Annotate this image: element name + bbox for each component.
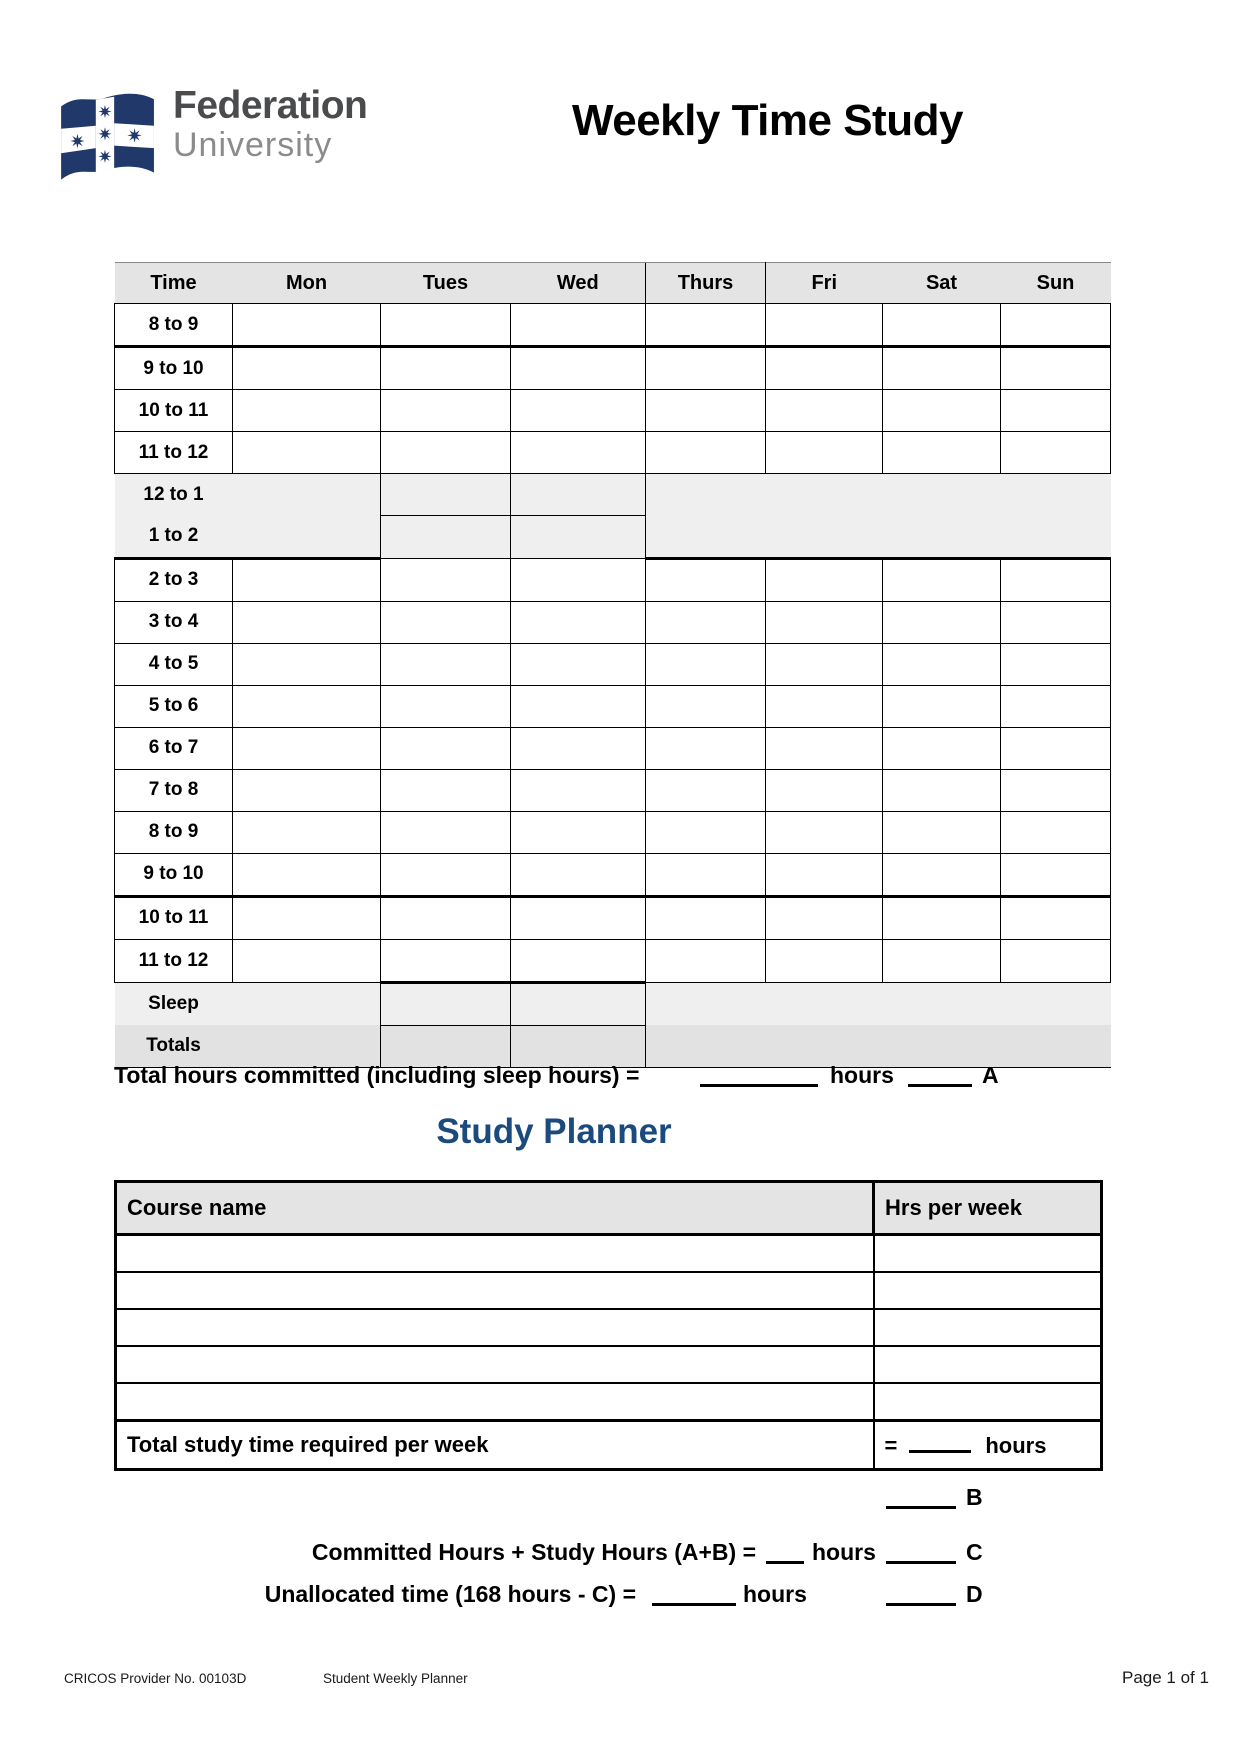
- time-row: [115, 390, 1111, 432]
- time-cell[interactable]: [381, 982, 511, 1025]
- time-cell[interactable]: [381, 432, 511, 474]
- time-row-label: Totals: [115, 1025, 233, 1067]
- time-cell[interactable]: [766, 769, 883, 811]
- time-cell[interactable]: [766, 896, 883, 939]
- footer-docname: Student Weekly Planner: [323, 1671, 468, 1686]
- marker-c: C: [966, 1539, 983, 1565]
- time-row-label: Sleep: [115, 982, 233, 1025]
- time-row-label: 9 to 10: [115, 347, 233, 390]
- time-cell[interactable]: [646, 390, 766, 432]
- time-row: [115, 685, 1111, 727]
- time-row-label: 8 to 9: [115, 811, 233, 853]
- column-header-wed: Wed: [511, 263, 646, 304]
- time-cell[interactable]: [646, 601, 766, 643]
- planner-cell-course[interactable]: [116, 1309, 874, 1346]
- time-cell[interactable]: [766, 390, 883, 432]
- commit-line: [0, 1060, 1240, 1094]
- marker-b: B: [966, 1484, 983, 1510]
- time-cell[interactable]: [766, 558, 883, 601]
- time-cell[interactable]: [511, 769, 646, 811]
- time-cell[interactable]: [1001, 685, 1111, 727]
- time-cell[interactable]: [883, 474, 1001, 516]
- time-table-header-row: [115, 263, 1111, 304]
- planner-cell-course[interactable]: [116, 1383, 874, 1421]
- planner-row: [116, 1346, 1102, 1383]
- time-cell[interactable]: [883, 643, 1001, 685]
- time-cell[interactable]: [646, 896, 766, 939]
- time-cell[interactable]: [646, 685, 766, 727]
- time-cell[interactable]: [646, 939, 766, 982]
- time-cell[interactable]: [381, 474, 511, 516]
- time-row: [115, 853, 1111, 896]
- time-cell[interactable]: [233, 601, 381, 643]
- time-cell[interactable]: [511, 939, 646, 982]
- time-cell[interactable]: [883, 939, 1001, 982]
- federation-university-logo: [55, 84, 367, 199]
- time-cell[interactable]: [233, 347, 381, 390]
- time-row-label: 10 to 11: [115, 390, 233, 432]
- time-cell[interactable]: [233, 727, 381, 769]
- time-cell[interactable]: [766, 601, 883, 643]
- time-cell[interactable]: [511, 811, 646, 853]
- time-row-label: 6 to 7: [115, 727, 233, 769]
- time-cell[interactable]: [381, 685, 511, 727]
- time-cell[interactable]: [233, 474, 381, 516]
- summary-c-line: [0, 1537, 1240, 1571]
- time-cell[interactable]: [883, 811, 1001, 853]
- planner-total-row: [116, 1421, 1102, 1470]
- time-cell[interactable]: [511, 982, 646, 1025]
- planner-row: [116, 1235, 1102, 1273]
- time-row: [115, 304, 1111, 347]
- time-row-label: 5 to 6: [115, 685, 233, 727]
- column-header-mon: Mon: [233, 263, 381, 304]
- time-row-label: 3 to 4: [115, 601, 233, 643]
- time-cell[interactable]: [883, 304, 1001, 347]
- marker-d: D: [966, 1581, 983, 1607]
- footer-page: Page 1 of 1: [1122, 1668, 1209, 1687]
- time-cell[interactable]: [381, 601, 511, 643]
- summary-d-line: [0, 1579, 1240, 1613]
- summary-d-hours-label: hours: [743, 1581, 807, 1607]
- planner-cell-hours[interactable]: [874, 1346, 1102, 1383]
- time-row: [115, 558, 1111, 601]
- time-cell[interactable]: [511, 643, 646, 685]
- time-row-label: 1 to 2: [115, 516, 233, 559]
- column-header-thurs: Thurs: [646, 263, 766, 304]
- time-cell[interactable]: [646, 769, 766, 811]
- time-row: [115, 811, 1111, 853]
- planner-col-header-hours: Hrs per week: [874, 1182, 1102, 1235]
- time-row: [115, 347, 1111, 390]
- time-table: [114, 262, 1111, 1068]
- time-row-label: 4 to 5: [115, 643, 233, 685]
- time-cell[interactable]: [233, 516, 381, 559]
- time-cell[interactable]: [766, 432, 883, 474]
- footer-cricos: CRICOS Provider No. 00103D: [64, 1671, 247, 1686]
- time-row: [115, 432, 1111, 474]
- time-row-label: 8 to 9: [115, 304, 233, 347]
- time-cell[interactable]: [233, 769, 381, 811]
- time-cell[interactable]: [233, 853, 381, 896]
- time-cell[interactable]: [511, 853, 646, 896]
- time-cell[interactable]: [646, 558, 766, 601]
- planner-total-value-cell: [874, 1421, 1102, 1470]
- time-cell[interactable]: [1001, 516, 1111, 559]
- time-cell[interactable]: [646, 347, 766, 390]
- summary-c-blank-c[interactable]: [886, 1537, 956, 1564]
- logo-line1: Federation: [173, 84, 368, 127]
- time-cell[interactable]: [883, 727, 1001, 769]
- time-cell[interactable]: [233, 432, 381, 474]
- time-cell[interactable]: [1001, 474, 1111, 516]
- time-cell[interactable]: [1001, 643, 1111, 685]
- time-cell[interactable]: [381, 896, 511, 939]
- planner-cell-hours[interactable]: [874, 1272, 1102, 1309]
- time-cell[interactable]: [1001, 939, 1111, 982]
- time-cell[interactable]: [766, 347, 883, 390]
- time-cell[interactable]: [381, 643, 511, 685]
- time-table-header: [115, 263, 1111, 304]
- time-cell[interactable]: [233, 811, 381, 853]
- planner-cell-hours[interactable]: [874, 1235, 1102, 1273]
- summary-c-label: Committed Hours + Study Hours (A+B) =: [311, 1539, 756, 1565]
- planner-cell-course[interactable]: [116, 1346, 874, 1383]
- time-cell[interactable]: [883, 347, 1001, 390]
- time-cell[interactable]: [511, 727, 646, 769]
- time-cell[interactable]: [381, 811, 511, 853]
- time-cell[interactable]: [766, 685, 883, 727]
- time-row: [115, 769, 1111, 811]
- time-cell[interactable]: [646, 853, 766, 896]
- commit-hours-label: hours: [830, 1062, 894, 1088]
- time-cell[interactable]: [511, 474, 646, 516]
- commit-blank-a[interactable]: [908, 1060, 972, 1087]
- time-cell[interactable]: [233, 982, 381, 1025]
- time-cell[interactable]: [381, 769, 511, 811]
- planner-total-blank[interactable]: [909, 1432, 971, 1453]
- summary-b-line: [0, 1482, 1240, 1516]
- time-row-label: 12 to 1: [115, 474, 233, 516]
- planner-row: [116, 1309, 1102, 1346]
- planner-cell-hours[interactable]: [874, 1383, 1102, 1421]
- time-cell[interactable]: [233, 896, 381, 939]
- time-table-body: [115, 304, 1111, 1068]
- time-cell[interactable]: [883, 896, 1001, 939]
- logo-text: [173, 84, 367, 164]
- planner-body: [116, 1235, 1102, 1421]
- time-cell[interactable]: [766, 811, 883, 853]
- time-cell[interactable]: [511, 516, 646, 559]
- time-cell[interactable]: [883, 853, 1001, 896]
- time-cell[interactable]: [1001, 390, 1111, 432]
- time-cell[interactable]: [233, 304, 381, 347]
- time-cell[interactable]: [646, 304, 766, 347]
- time-cell[interactable]: [766, 982, 883, 1025]
- planner-row: [116, 1272, 1102, 1309]
- time-cell[interactable]: [766, 727, 883, 769]
- time-cell[interactable]: [381, 516, 511, 559]
- time-row: [115, 474, 1111, 516]
- time-cell[interactable]: [883, 601, 1001, 643]
- time-row-label: 10 to 11: [115, 896, 233, 939]
- time-cell[interactable]: [1001, 558, 1111, 601]
- time-cell[interactable]: [511, 304, 646, 347]
- planner-total-hours: hours: [985, 1432, 1047, 1458]
- time-cell[interactable]: [646, 432, 766, 474]
- time-cell[interactable]: [1001, 896, 1111, 939]
- time-cell[interactable]: [883, 982, 1001, 1025]
- time-row-label: 11 to 12: [115, 939, 233, 982]
- time-cell[interactable]: [381, 390, 511, 432]
- time-cell[interactable]: [511, 896, 646, 939]
- column-header-sun: Sun: [1001, 263, 1111, 304]
- summary-d-blank-hours[interactable]: [652, 1579, 736, 1606]
- summary-b-blank[interactable]: [886, 1482, 956, 1509]
- time-cell[interactable]: [233, 558, 381, 601]
- time-cell[interactable]: [766, 304, 883, 347]
- time-cell[interactable]: [1001, 304, 1111, 347]
- time-row: [115, 516, 1111, 559]
- time-cell[interactable]: [766, 474, 883, 516]
- time-cell[interactable]: [646, 811, 766, 853]
- commit-blank-hours[interactable]: [700, 1060, 818, 1087]
- planner-heading: Study Planner: [436, 1112, 672, 1151]
- time-cell[interactable]: [511, 558, 646, 601]
- time-cell[interactable]: [883, 390, 1001, 432]
- time-row: [115, 727, 1111, 769]
- time-cell[interactable]: [1001, 811, 1111, 853]
- planner-col-header-course: Course name: [116, 1182, 874, 1235]
- study-planner-table: [114, 1180, 1103, 1471]
- time-cell[interactable]: [883, 516, 1001, 559]
- time-cell[interactable]: [883, 558, 1001, 601]
- planner-header-row: [116, 1182, 1102, 1235]
- time-cell[interactable]: [1001, 347, 1111, 390]
- time-cell[interactable]: [511, 601, 646, 643]
- time-cell[interactable]: [646, 727, 766, 769]
- time-cell[interactable]: [233, 939, 381, 982]
- time-cell[interactable]: [381, 304, 511, 347]
- time-row-label: 9 to 10: [115, 853, 233, 896]
- time-row: [115, 896, 1111, 939]
- planner-cell-course[interactable]: [116, 1235, 874, 1273]
- time-cell[interactable]: [883, 685, 1001, 727]
- planner-cell-course[interactable]: [116, 1272, 874, 1309]
- time-cell[interactable]: [381, 853, 511, 896]
- time-cell[interactable]: [511, 347, 646, 390]
- time-cell[interactable]: [766, 643, 883, 685]
- logo-line2: University: [173, 126, 333, 164]
- column-header-time: Time: [115, 263, 233, 304]
- time-cell[interactable]: [1001, 769, 1111, 811]
- time-cell[interactable]: [1001, 982, 1111, 1025]
- time-cell[interactable]: [1001, 601, 1111, 643]
- time-cell[interactable]: [233, 390, 381, 432]
- time-row-label: 11 to 12: [115, 432, 233, 474]
- time-cell[interactable]: [766, 516, 883, 559]
- time-cell[interactable]: [381, 347, 511, 390]
- planner-total-label: Total study time required per week: [116, 1421, 874, 1470]
- time-cell[interactable]: [233, 685, 381, 727]
- time-row: [115, 939, 1111, 982]
- summary-c-hours-label: hours: [812, 1539, 876, 1565]
- summary-d-blank-d[interactable]: [886, 1579, 956, 1606]
- time-row: [115, 643, 1111, 685]
- commit-label: Total hours committed (including sleep hours) =: [114, 1062, 640, 1088]
- time-cell[interactable]: [511, 390, 646, 432]
- time-row-label: 2 to 3: [115, 558, 233, 601]
- planner-row: [116, 1383, 1102, 1421]
- time-cell[interactable]: [883, 769, 1001, 811]
- column-header-sat: Sat: [883, 263, 1001, 304]
- time-cell[interactable]: [233, 643, 381, 685]
- time-cell[interactable]: [883, 432, 1001, 474]
- time-cell[interactable]: [511, 685, 646, 727]
- time-cell[interactable]: [646, 474, 766, 516]
- planner-cell-hours[interactable]: [874, 1309, 1102, 1346]
- time-cell[interactable]: [381, 939, 511, 982]
- column-header-tues: Tues: [381, 263, 511, 304]
- time-cell[interactable]: [381, 558, 511, 601]
- summary-d-label: Unallocated time (168 hours - C) =: [264, 1581, 636, 1607]
- time-cell[interactable]: [511, 432, 646, 474]
- time-cell[interactable]: [646, 516, 766, 559]
- planner-total-equals: =: [884, 1432, 898, 1458]
- time-cell[interactable]: [766, 853, 883, 896]
- time-cell[interactable]: [1001, 432, 1111, 474]
- time-cell[interactable]: [766, 939, 883, 982]
- time-cell[interactable]: [646, 982, 766, 1025]
- flag-icon: [55, 84, 157, 199]
- time-row: [115, 982, 1111, 1025]
- time-cell[interactable]: [1001, 727, 1111, 769]
- time-cell[interactable]: [1001, 853, 1111, 896]
- marker-a: A: [982, 1062, 999, 1088]
- time-row: [115, 601, 1111, 643]
- page-title: Weekly Time Study: [572, 96, 963, 145]
- time-row-label: 7 to 8: [115, 769, 233, 811]
- time-cell[interactable]: [381, 727, 511, 769]
- summary-c-blank-hours[interactable]: [766, 1537, 804, 1564]
- column-header-fri: Fri: [766, 263, 883, 304]
- time-cell[interactable]: [646, 643, 766, 685]
